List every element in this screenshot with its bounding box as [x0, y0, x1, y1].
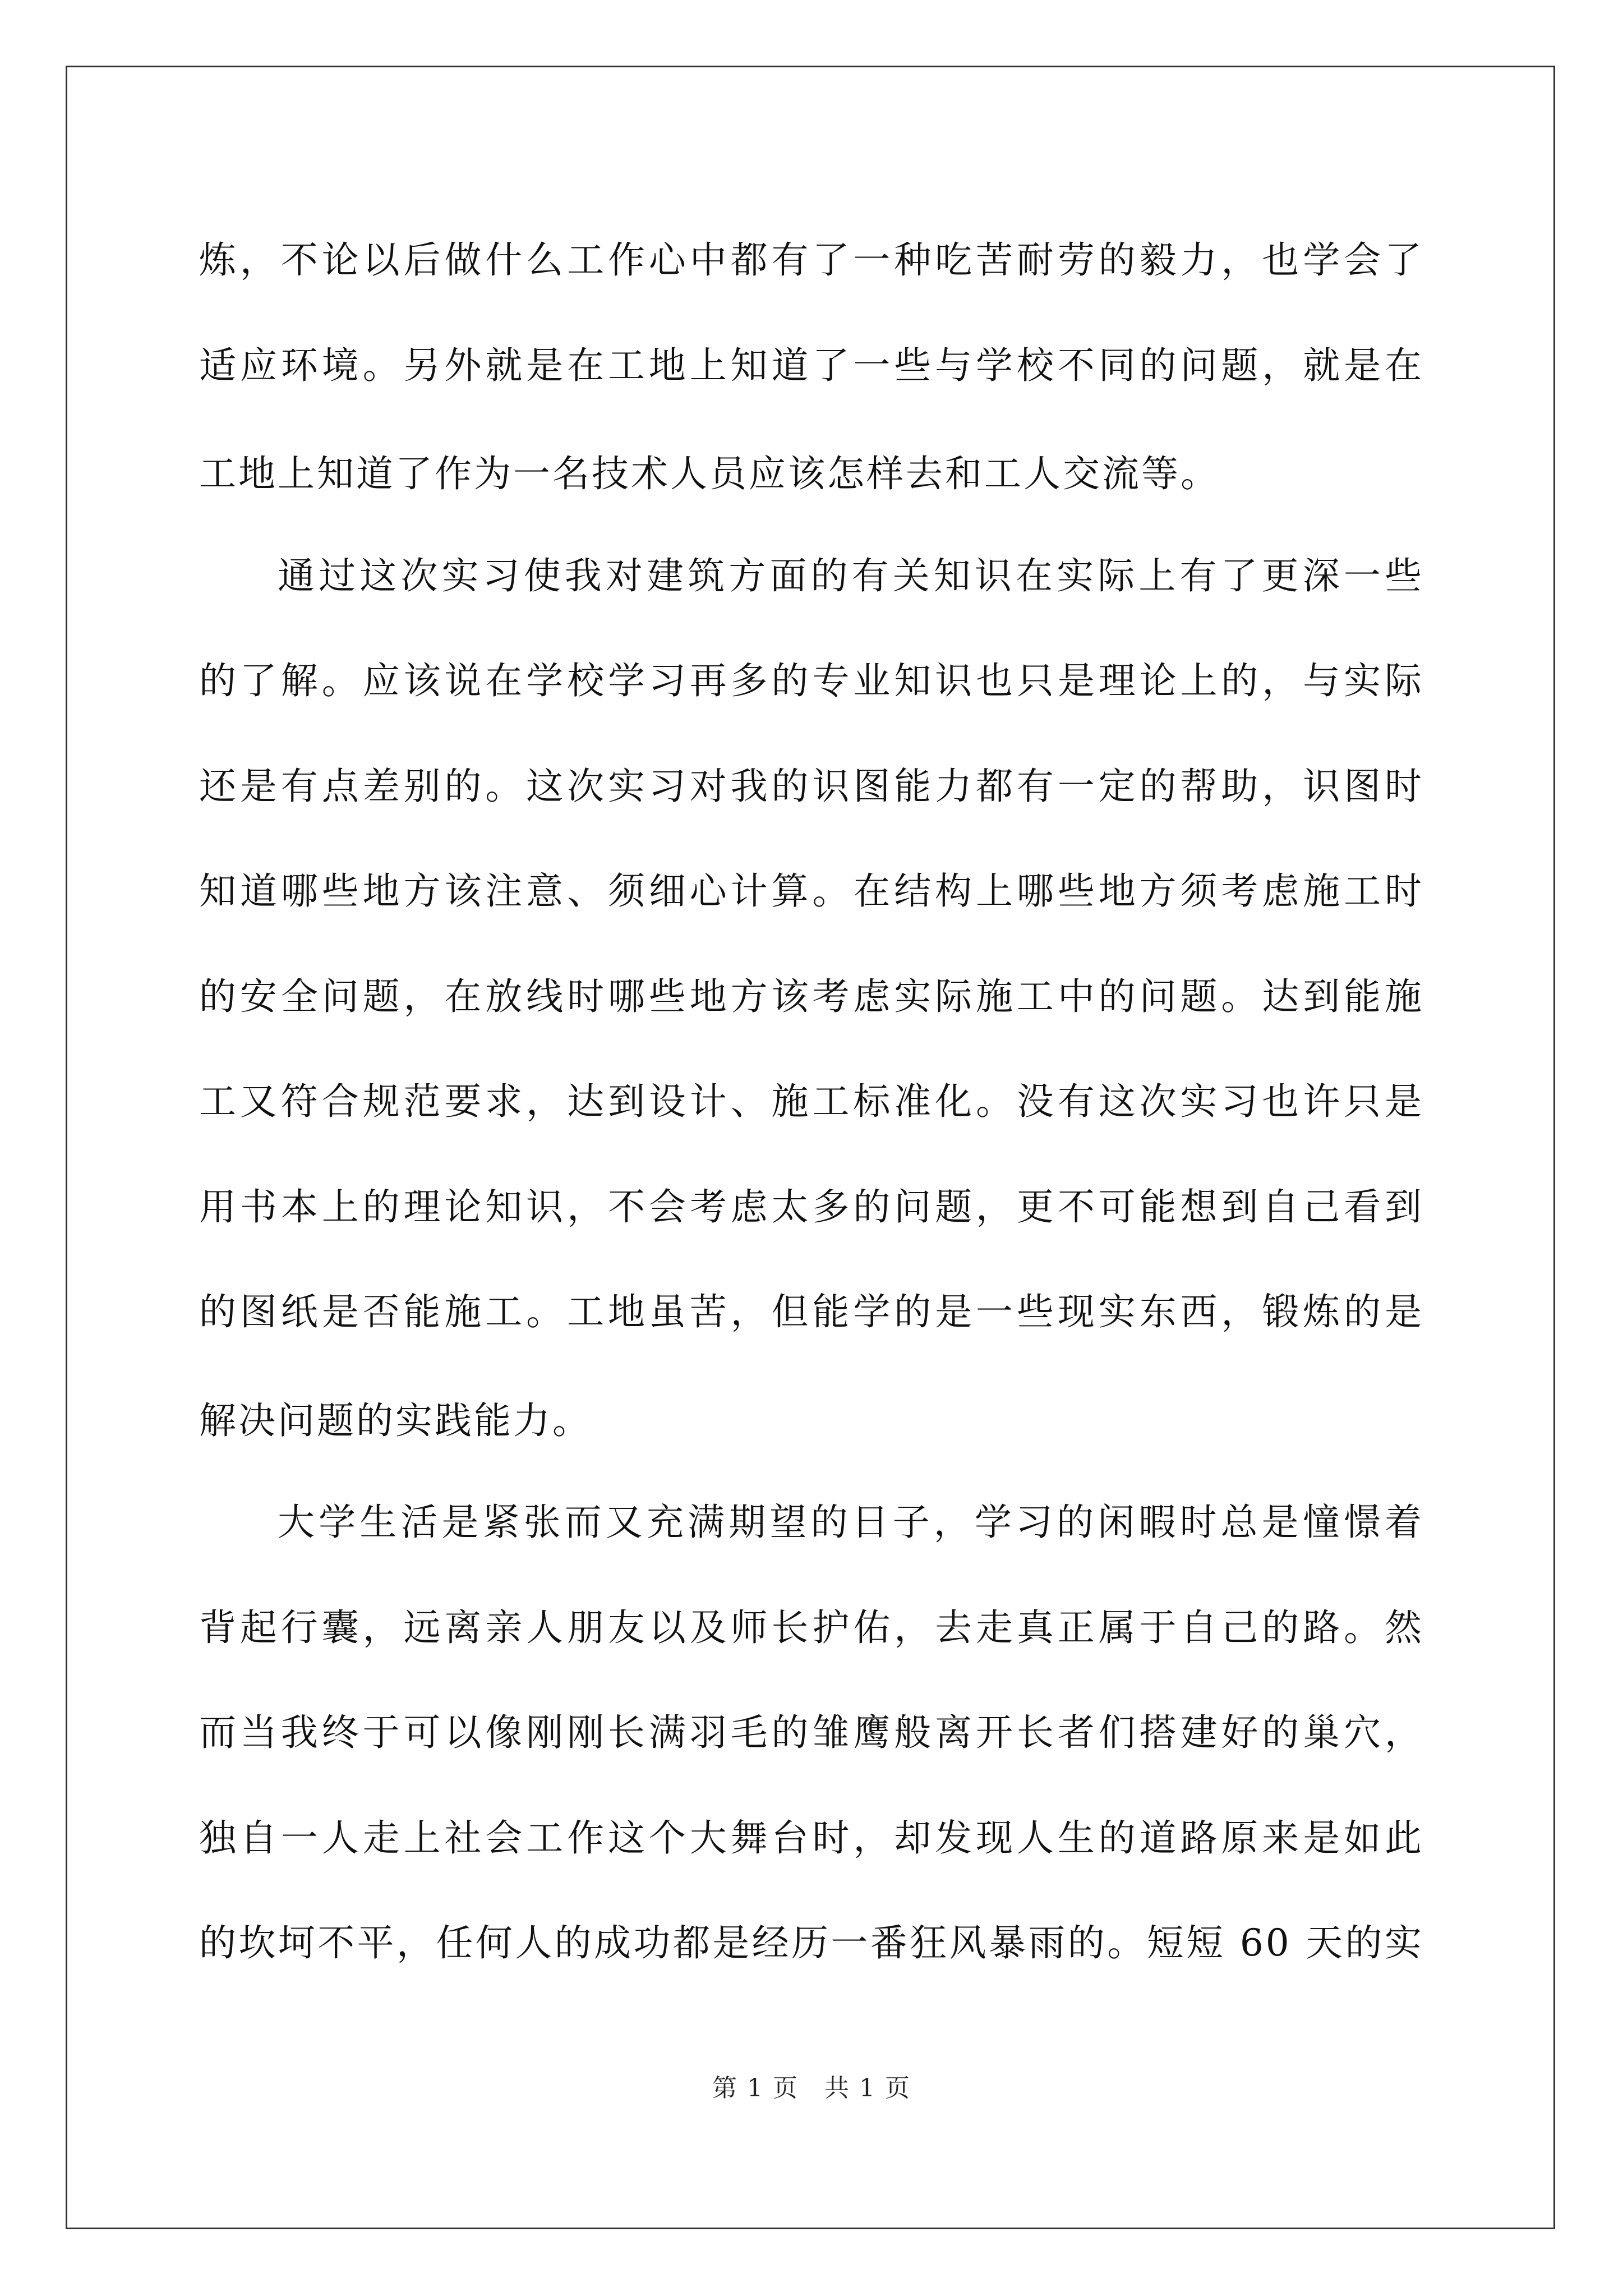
- page-total: 共 1 页: [824, 2074, 911, 2102]
- text-line: 工地上知道了作为一名技术人员应该怎样去和工人交流等。: [199, 452, 1220, 496]
- text-line: 的坎坷不平，任何人的成功都是经历一番狂风暴雨的。短短 60 天的实: [199, 1921, 1424, 1964]
- text-line: 还是有点差别的。这次实习对我的识图能力都有一定的帮助，识图时: [199, 764, 1424, 808]
- text-line: 工又符合规范要求，达到设计、施工标准化。没有这次实习也许只是: [199, 1080, 1424, 1123]
- text-line: 的安全问题，在放线时哪些地方该考虑实际施工中的问题。达到能施: [199, 974, 1424, 1018]
- text-line: 知道哪些地方该注意、须细心计算。在结构上哪些地方须考虑施工时: [199, 869, 1424, 913]
- text-line: 独自一人走上社会工作这个大舞台时，却发现人生的道路原来是如此: [199, 1816, 1424, 1860]
- text-line: 用书本上的理论知识，不会考虑太多的问题，更不可能想到自己看到: [199, 1185, 1424, 1228]
- page-number: 第 1 页: [712, 2074, 799, 2102]
- text-line: 而当我终于可以像刚刚长满羽毛的雏鹰般离开长者们搭建好的巢穴，: [199, 1711, 1424, 1754]
- text-line: 的了解。应该说在学校学习再多的专业知识也只是理论上的，与实际: [199, 659, 1424, 702]
- body-text: [199, 208, 1424, 1996]
- text-line: 大学生活是紧张而又充满期望的日子，学习的闲暇时总是憧憬着: [278, 1501, 1424, 1544]
- text-line: 解决问题的实践能力。: [199, 1398, 592, 1442]
- text-line: 的图纸是否能施工。工地虽苦，但能学的是一些现实东西，锻炼的是: [199, 1290, 1424, 1333]
- text-line: 炼，不论以后做什么工作心中都有了一种吃苦耐劳的毅力，也学会了: [199, 238, 1424, 282]
- text-line: 通过这次实习使我对建筑方面的有关知识在实际上有了更深一些: [278, 554, 1424, 597]
- text-line: 适应环境。另外就是在工地上知道了一些与学校不同的问题，就是在: [199, 343, 1424, 387]
- text-line: 背起行囊，远离亲人朋友以及师长护佑，去走真正属于自己的路。然: [199, 1605, 1424, 1649]
- page-footer: [0, 2068, 1623, 2104]
